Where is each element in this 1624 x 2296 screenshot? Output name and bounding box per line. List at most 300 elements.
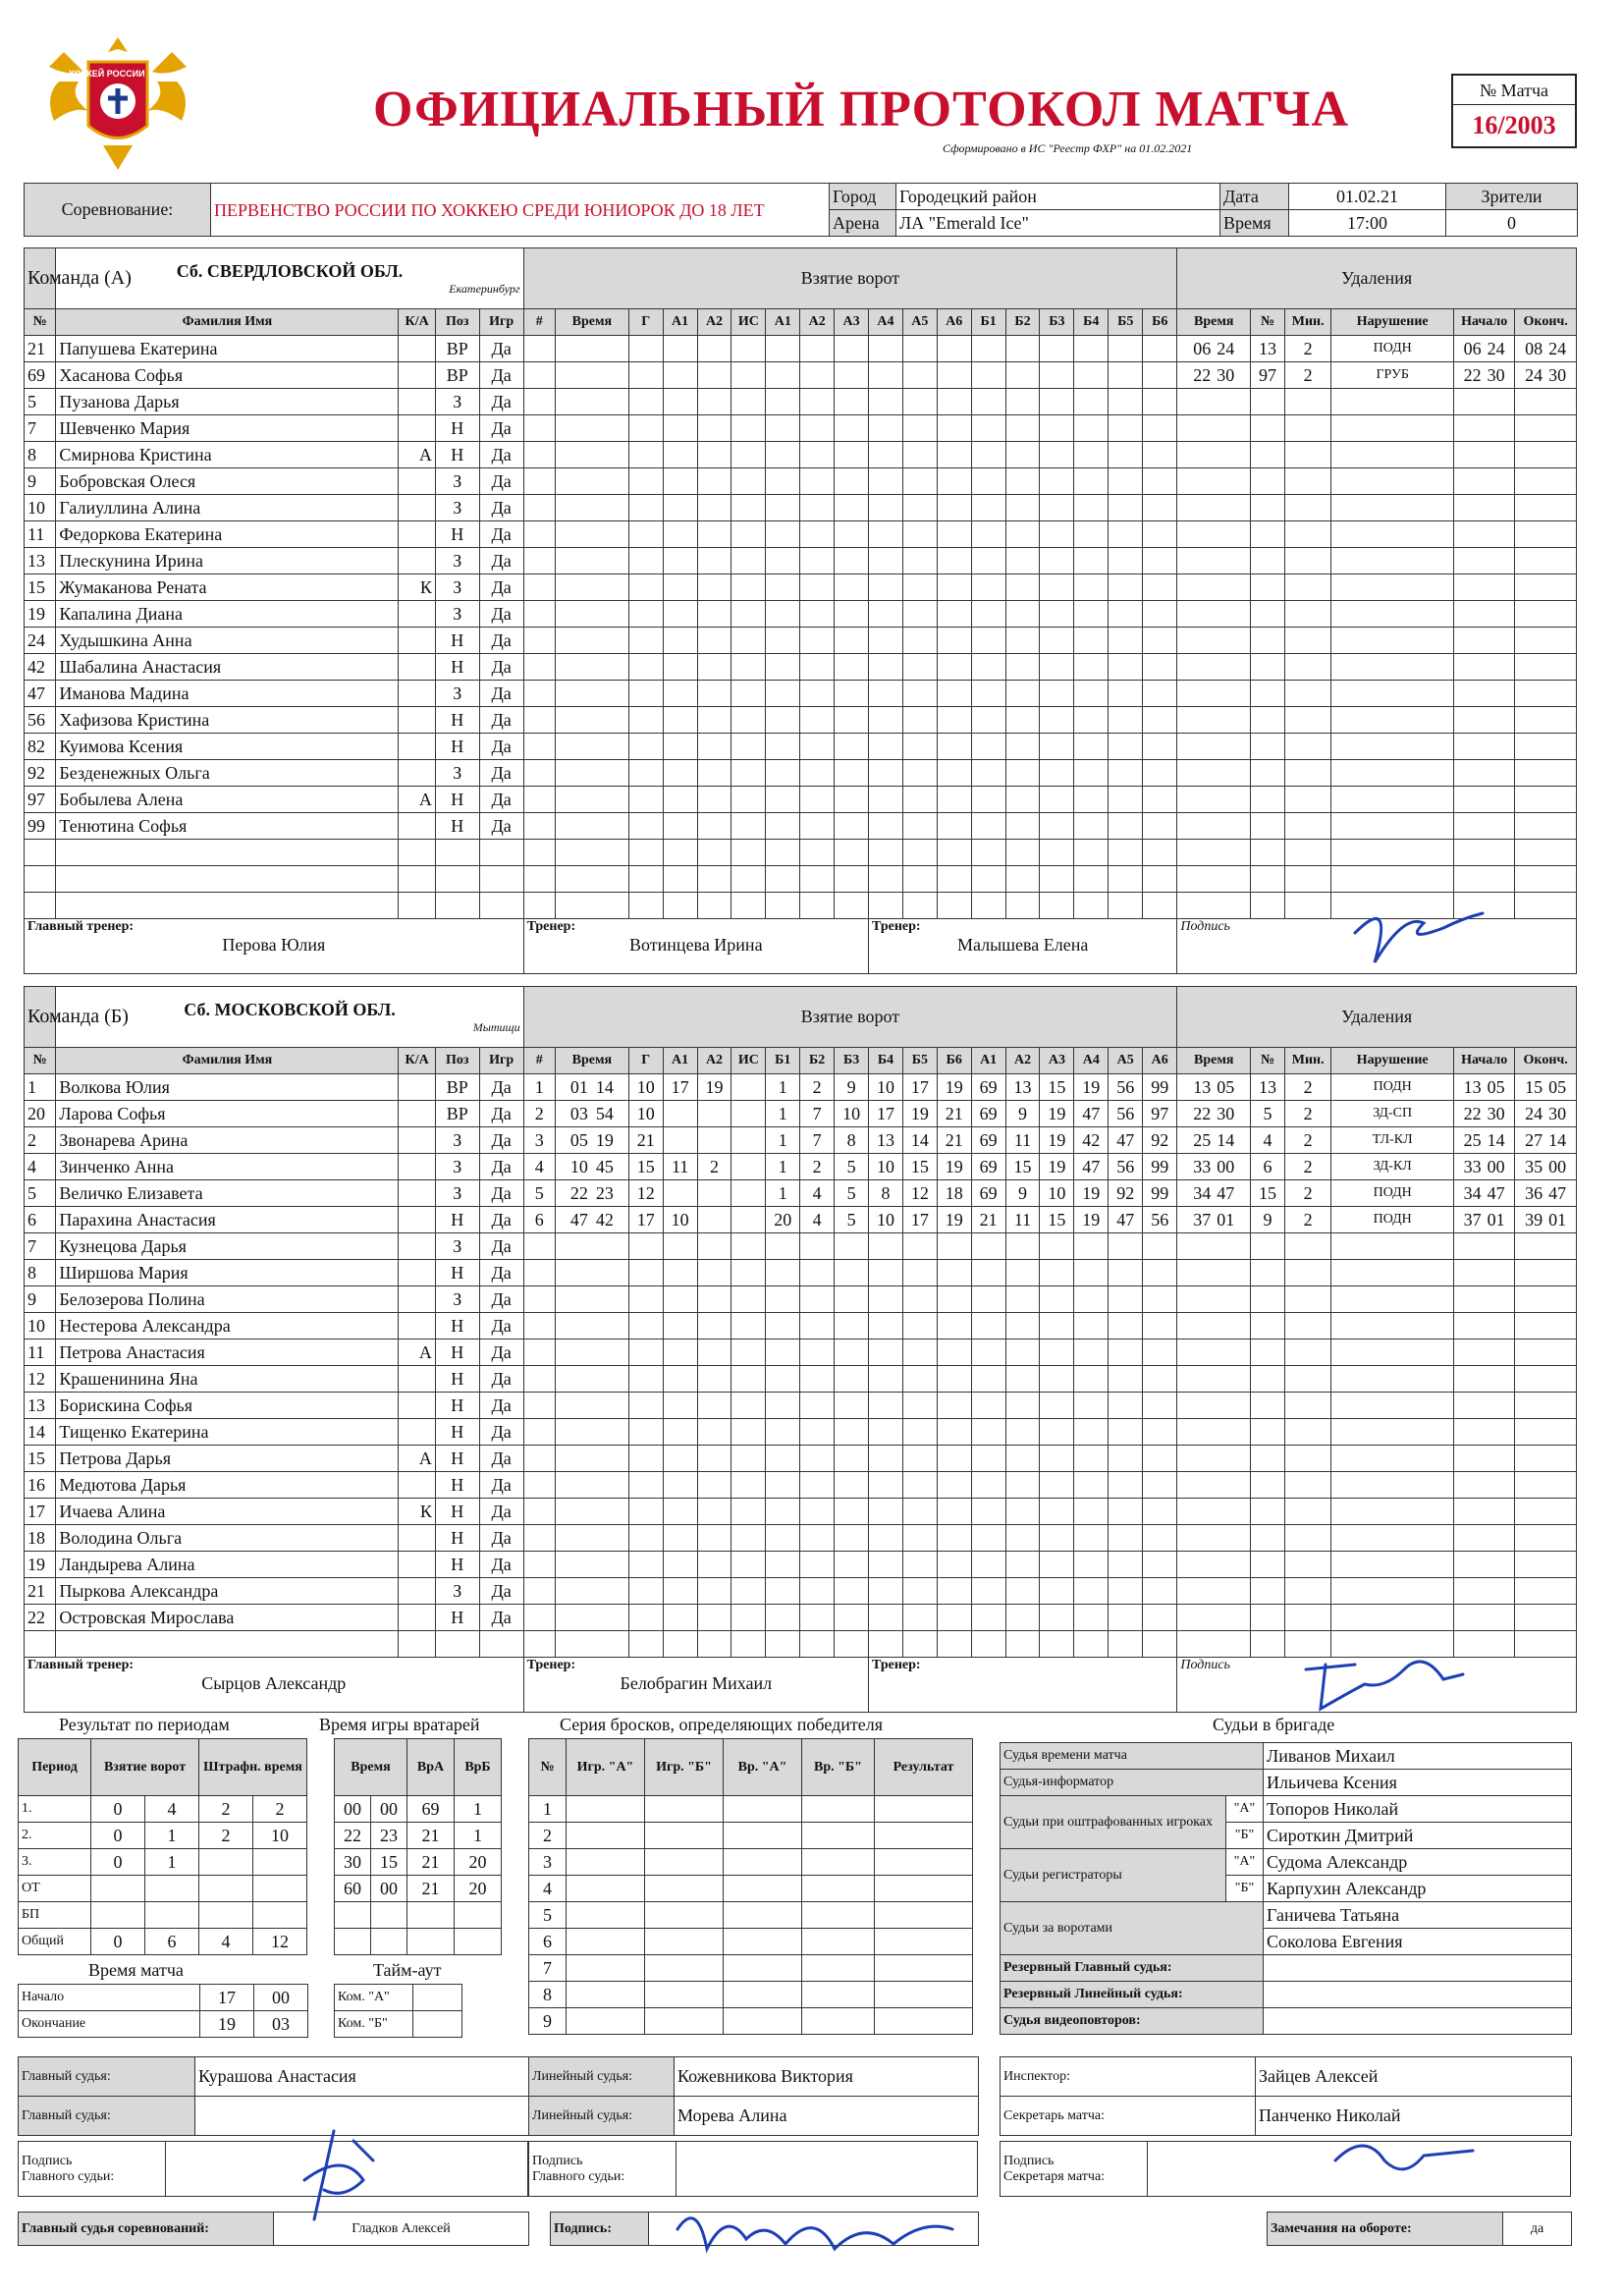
shootout-cell <box>645 1902 724 1929</box>
goal-time <box>556 893 629 919</box>
goal-cell <box>971 442 1005 468</box>
table-row <box>25 495 1577 521</box>
player-played: Да <box>479 521 523 548</box>
goal-cell <box>766 840 800 866</box>
goal-cell <box>937 1499 971 1525</box>
penalty-end <box>1515 1552 1577 1578</box>
goal-cell <box>1143 628 1177 654</box>
goal-cell <box>628 707 663 734</box>
goal-cell <box>697 521 731 548</box>
player-captain <box>399 1180 435 1207</box>
chief-label: Главный судья соревнований: <box>19 2213 274 2246</box>
goal-cell: 17 <box>663 1074 697 1101</box>
goal-cell <box>663 1366 697 1393</box>
competition-name: ПЕРВЕНСТВО РОССИИ ПО ХОККЕЮ СРЕДИ ЮНИОРОК ДО 18 ЛЕТ <box>211 184 830 237</box>
penalty-start-a: 22 <box>1463 364 1482 385</box>
penalty-start <box>1454 707 1515 734</box>
penalty-judge-b: Сироткин Дмитрий <box>1264 1823 1572 1849</box>
player-name: Петрова Анастасия <box>56 1339 399 1366</box>
penalty-player <box>1251 548 1285 574</box>
goal-cell <box>1005 1499 1040 1525</box>
player-name: Галиуллина Алина <box>56 495 399 521</box>
goalie-time-a: 69 <box>407 1796 455 1823</box>
team_b-col-no: № <box>25 1048 56 1074</box>
penalty-judges-label: Судьи при оштрафованных игроках <box>1001 1796 1226 1849</box>
shootout-number: 9 <box>529 2008 567 2035</box>
penalty-minutes <box>1285 1472 1331 1499</box>
goalie-time-b <box>455 1929 502 1955</box>
goal-number <box>523 1525 555 1552</box>
penalty-start <box>1454 495 1515 521</box>
goal-number <box>523 1419 555 1446</box>
goal-cell <box>697 1313 731 1339</box>
penalty-end <box>1515 1419 1577 1446</box>
player-captain <box>399 734 435 760</box>
goal-cell <box>663 1127 697 1154</box>
chief-ref-signature <box>668 2190 962 2278</box>
goal-cell <box>1074 442 1109 468</box>
goal-cell <box>1074 893 1109 919</box>
goal-cell <box>766 787 800 813</box>
table-row <box>335 1929 502 1955</box>
penalty-start <box>1454 1552 1515 1578</box>
table-row <box>25 1074 1577 1101</box>
penalty-start <box>1454 1605 1515 1631</box>
penalty-violation <box>1331 787 1454 813</box>
goal-time-mm: 01 <box>569 1076 588 1097</box>
goal-cell <box>731 1074 766 1101</box>
goal-cell <box>971 813 1005 840</box>
player-number <box>25 866 56 893</box>
goal-cell <box>1074 681 1109 707</box>
penalty-time <box>1177 654 1251 681</box>
inspector-table <box>1000 2056 1572 2136</box>
goal-cell <box>971 1366 1005 1393</box>
goal-cell <box>1040 654 1074 681</box>
goal-cell <box>697 1605 731 1631</box>
periods-header-period: Период <box>19 1739 91 1796</box>
goal-cell <box>1074 1446 1109 1472</box>
table-row <box>529 1876 973 1902</box>
player-played: Да <box>479 1127 523 1154</box>
goal-cell <box>800 1286 835 1313</box>
goal-cell <box>1005 1552 1040 1578</box>
team_a-col-play: Игр <box>479 309 523 336</box>
goal-cell <box>1109 1366 1143 1393</box>
goal-cell <box>869 813 903 840</box>
goal-cell <box>835 1260 869 1286</box>
goal-cell <box>628 1605 663 1631</box>
penalty-time <box>1177 1313 1251 1339</box>
penalty-player <box>1251 1578 1285 1605</box>
penalty-minutes <box>1285 866 1331 893</box>
goalie-header-b: ВрБ <box>455 1739 502 1796</box>
table-row <box>25 1101 1577 1127</box>
goal-cell <box>835 1446 869 1472</box>
goal-cell <box>1143 362 1177 389</box>
shootout-cell <box>875 1876 973 1902</box>
penalty-start <box>1454 1101 1515 1127</box>
chief-referee: Гладков Алексей <box>274 2213 529 2246</box>
shootout-cell <box>724 1876 802 1902</box>
period-name: 3. <box>19 1849 91 1876</box>
goal-cell <box>800 628 835 654</box>
goal-cell <box>1109 1260 1143 1286</box>
goalie-time-b: 1 <box>455 1823 502 1849</box>
player-name: Ширшова Мария <box>56 1260 399 1286</box>
goal-number <box>523 1286 555 1313</box>
shootout-cell <box>724 2008 802 2035</box>
goal-cell <box>835 336 869 362</box>
team_a-penalties-header: Удаления <box>1177 248 1577 309</box>
period-pim-b: 12 <box>252 1929 306 1955</box>
goal-cell <box>937 1233 971 1260</box>
penalty-minutes <box>1285 787 1331 813</box>
shootout-number: 4 <box>529 1876 567 1902</box>
player-position: Н <box>435 1525 479 1552</box>
team_a-col-pos: Поз <box>435 309 479 336</box>
goal-cell <box>869 840 903 866</box>
player-captain <box>399 1366 435 1393</box>
player-position: ВР <box>435 1074 479 1101</box>
player-number: 4 <box>25 1154 56 1180</box>
table-row <box>25 681 1577 707</box>
goal-cell: 9 <box>835 1074 869 1101</box>
video-judge-label: Судья видеоповторов: <box>1001 2008 1264 2035</box>
date-value: 01.02.21 <box>1289 184 1446 210</box>
goal-cell <box>937 1419 971 1446</box>
goal-cell <box>628 442 663 468</box>
goal-time <box>556 840 629 866</box>
shootout-cell <box>875 1902 973 1929</box>
team_b-col-goal-4: Б2 <box>800 1048 835 1074</box>
goal-cell: 21 <box>937 1101 971 1127</box>
goal-cell <box>663 813 697 840</box>
goal-number <box>523 1631 555 1658</box>
table-row <box>25 707 1577 734</box>
goal-cell <box>731 1525 766 1552</box>
goal-cell <box>731 681 766 707</box>
goal-cell <box>1143 389 1177 415</box>
recorder-a: Судома Александр <box>1264 1849 1572 1876</box>
goal-number: 4 <box>523 1154 555 1180</box>
goal-cell <box>731 1366 766 1393</box>
shootout-cell <box>567 1849 645 1876</box>
goal-time-ss: 19 <box>595 1129 614 1150</box>
goal-cell <box>1005 654 1040 681</box>
goal-cell <box>800 1552 835 1578</box>
goal-cell <box>800 574 835 601</box>
goal-cell: 1 <box>766 1180 800 1207</box>
penalty-end <box>1515 840 1577 866</box>
period-goals-b: 1 <box>145 1823 199 1849</box>
shootout-cell <box>875 1849 973 1876</box>
goal-cell <box>937 1525 971 1552</box>
goal-cell <box>1109 707 1143 734</box>
goal-cell <box>628 574 663 601</box>
player-captain <box>399 468 435 495</box>
penalty-start <box>1454 442 1515 468</box>
penalty-violation <box>1331 468 1454 495</box>
penalty-start <box>1454 1127 1515 1154</box>
goal-cell <box>835 681 869 707</box>
time-value: 17:00 <box>1289 210 1446 237</box>
player-played: Да <box>479 1207 523 1233</box>
player-position: З <box>435 468 479 495</box>
goal-cell <box>1109 1286 1143 1313</box>
main-referees-table <box>18 2056 529 2136</box>
goal-cell <box>663 442 697 468</box>
shootout-cell <box>645 1982 724 2008</box>
penalty-end-a: 08 <box>1525 338 1543 358</box>
player-number: 14 <box>25 1419 56 1446</box>
shootout-title: Серия бросков, определяющих победителя <box>560 1715 884 1734</box>
head-coach-name: Сырцов Александр <box>201 1673 347 1693</box>
penalty-time <box>1177 336 1251 362</box>
player-position: З <box>435 1180 479 1207</box>
team_b-coach-1-cell <box>523 1658 868 1713</box>
penalty-player <box>1251 1339 1285 1366</box>
player-played: Да <box>479 1499 523 1525</box>
penalty-minutes <box>1285 389 1331 415</box>
coach-label: Тренер: <box>526 919 576 934</box>
goal-cell <box>902 1339 937 1366</box>
goal-cell <box>1143 707 1177 734</box>
penalty-end-b: 00 <box>1548 1156 1567 1176</box>
penalty-player: 5 <box>1251 1101 1285 1127</box>
goal-cell <box>1143 442 1177 468</box>
goal-cell <box>766 1472 800 1499</box>
goal-cell <box>1005 415 1040 442</box>
penalty-player <box>1251 866 1285 893</box>
shootout-number: 2 <box>529 1823 567 1849</box>
player-played: Да <box>479 1472 523 1499</box>
penalty-time-a: 13 <box>1193 1076 1212 1097</box>
player-captain <box>399 1101 435 1127</box>
goal-cell <box>869 734 903 760</box>
goal-number <box>523 442 555 468</box>
goal-cell <box>937 840 971 866</box>
secretary: Панченко Николай <box>1256 2097 1572 2136</box>
table-row <box>25 1446 1577 1472</box>
goal-cell <box>937 336 971 362</box>
player-played: Да <box>479 1605 523 1631</box>
penalty-start <box>1454 1260 1515 1286</box>
penalty-player <box>1251 389 1285 415</box>
penalty-time <box>1177 548 1251 574</box>
penalty-player: 6 <box>1251 1154 1285 1180</box>
penalty-time <box>1177 495 1251 521</box>
chief-referee-table <box>18 2212 529 2246</box>
period-goals-b: 6 <box>145 1929 199 1955</box>
goal-number <box>523 521 555 548</box>
goal-cell <box>628 1366 663 1393</box>
team_b-col-goal-1: А2 <box>697 1048 731 1074</box>
goal-cell <box>628 1286 663 1313</box>
table-row <box>25 1207 1577 1233</box>
player-name: Папушева Екатерина <box>56 336 399 362</box>
goal-number <box>523 628 555 654</box>
goal-cell <box>902 1366 937 1393</box>
penalty-time <box>1177 1207 1251 1233</box>
penalty-violation <box>1331 521 1454 548</box>
goal-cell <box>1005 574 1040 601</box>
penalty-end <box>1515 1605 1577 1631</box>
penalty-time <box>1177 681 1251 707</box>
penalty-minutes <box>1285 442 1331 468</box>
goal-number <box>523 707 555 734</box>
goal-cell <box>869 574 903 601</box>
goal-cell <box>1109 813 1143 840</box>
goal-cell <box>800 1499 835 1525</box>
penalty-start <box>1454 760 1515 787</box>
penalty-minutes <box>1285 1313 1331 1339</box>
goal-number: 5 <box>523 1180 555 1207</box>
goal-cell: 15 <box>902 1154 937 1180</box>
penalty-violation <box>1331 1313 1454 1339</box>
goal-cell <box>1040 495 1074 521</box>
goal-cell <box>1005 760 1040 787</box>
player-number: 24 <box>25 628 56 654</box>
goal-number <box>523 787 555 813</box>
goal-cell <box>1074 1366 1109 1393</box>
penalty-start <box>1454 1154 1515 1180</box>
goal-cell <box>937 1393 971 1419</box>
shootout-cell <box>875 1796 973 1823</box>
player-position: З <box>435 1578 479 1605</box>
goal-cell <box>766 336 800 362</box>
shootout-cell <box>645 1929 724 1955</box>
goal-cell <box>971 1419 1005 1446</box>
penalty-minutes <box>1285 707 1331 734</box>
goal-cell <box>902 1499 937 1525</box>
goal-cell: 21 <box>971 1207 1005 1233</box>
goal-cell <box>869 521 903 548</box>
period-goals-a: 0 <box>91 1823 145 1849</box>
goal-cell: 69 <box>971 1180 1005 1207</box>
player-position: З <box>435 389 479 415</box>
goal-cell <box>731 1286 766 1313</box>
goal-cell <box>1040 628 1074 654</box>
table-row <box>529 1982 973 2008</box>
goal-cell <box>800 1313 835 1339</box>
shootout-cell <box>875 2008 973 2035</box>
goal-cell <box>937 521 971 548</box>
goal-cell <box>1005 1286 1040 1313</box>
goal-cell <box>800 840 835 866</box>
goal-cell <box>869 1578 903 1605</box>
team_a-col-goal-12: Б4 <box>1074 309 1109 336</box>
goal-cell <box>869 362 903 389</box>
goal-cell <box>663 681 697 707</box>
goal-cell <box>663 734 697 760</box>
player-number: 21 <box>25 1578 56 1605</box>
player-captain <box>399 548 435 574</box>
table-row <box>529 1796 973 1823</box>
goal-cell <box>937 734 971 760</box>
goal-cell <box>697 681 731 707</box>
reserve-lines-label: Резервный Линейный судья: <box>1001 1982 1264 2008</box>
player-name: Кузнецова Дарья <box>56 1233 399 1260</box>
player-played <box>479 893 523 919</box>
penalty-time <box>1177 1578 1251 1605</box>
goal-cell <box>869 1233 903 1260</box>
player-name: Бобылева Алена <box>56 787 399 813</box>
shootout-header-vb: Вр. "Б" <box>802 1739 875 1796</box>
goal-number <box>523 1313 555 1339</box>
goal-cell <box>697 468 731 495</box>
player-position: З <box>435 548 479 574</box>
logo-text: ХОККЕЙ РОССИИ <box>69 69 145 79</box>
goal-time <box>556 521 629 548</box>
goal-time <box>556 1074 629 1101</box>
penalty-minutes: 2 <box>1285 1074 1331 1101</box>
spectators-label: Зрители <box>1446 184 1578 210</box>
goal-cell <box>628 1419 663 1446</box>
table-row <box>25 1180 1577 1207</box>
shootout-header-no: № <box>529 1739 567 1796</box>
penalty-time <box>1177 415 1251 442</box>
team_a-col-goal-14: Б6 <box>1143 309 1177 336</box>
penalty-time-a: 37 <box>1193 1209 1212 1230</box>
period-goals-a <box>91 1902 145 1929</box>
recorder-a-tag: "А" <box>1226 1849 1264 1876</box>
goal-cell <box>835 1472 869 1499</box>
goal-cell <box>628 521 663 548</box>
team_b-col-name: Фамилия Имя <box>56 1048 399 1074</box>
goal-cell <box>697 1525 731 1552</box>
goal-time <box>556 1552 629 1578</box>
period-name: БП <box>19 1902 91 1929</box>
ref-signature-box-2 <box>528 2141 978 2197</box>
goal-cell: 9 <box>1005 1180 1040 1207</box>
goal-time <box>556 495 629 521</box>
penalty-violation <box>1331 1260 1454 1286</box>
penalty-start <box>1454 1207 1515 1233</box>
goal-cell <box>1074 1339 1109 1366</box>
goal-cell <box>1040 1393 1074 1419</box>
sig-label-2a: Подпись <box>532 2153 583 2168</box>
goal-cell <box>971 362 1005 389</box>
player-played: Да <box>479 1446 523 1472</box>
player-number: 20 <box>25 1101 56 1127</box>
table-row <box>25 601 1577 628</box>
goal-cell <box>731 415 766 442</box>
goal-cell <box>971 893 1005 919</box>
penalty-player <box>1251 840 1285 866</box>
player-position: ВР <box>435 362 479 389</box>
goal-cell <box>937 681 971 707</box>
inspector-label: Инспектор: <box>1001 2057 1256 2097</box>
penalty-violation <box>1331 681 1454 707</box>
shootout-number: 8 <box>529 1982 567 2008</box>
goal-cell <box>937 362 971 389</box>
penalty-player <box>1251 468 1285 495</box>
goal-cell: 2 <box>800 1154 835 1180</box>
goal-cell: 14 <box>902 1127 937 1154</box>
goal-cell <box>628 760 663 787</box>
penalty-player <box>1251 1552 1285 1578</box>
penalty-time-a: 34 <box>1193 1182 1212 1203</box>
penalty-player <box>1251 1472 1285 1499</box>
goal-cell <box>800 654 835 681</box>
goal-time <box>556 1419 629 1446</box>
goal-cell: 11 <box>1005 1127 1040 1154</box>
goal-cell <box>1005 362 1040 389</box>
sig-label-1a: Подпись <box>22 2153 73 2168</box>
periods-header-goals: Взятие ворот <box>91 1739 199 1796</box>
goal-cell <box>1143 1605 1177 1631</box>
